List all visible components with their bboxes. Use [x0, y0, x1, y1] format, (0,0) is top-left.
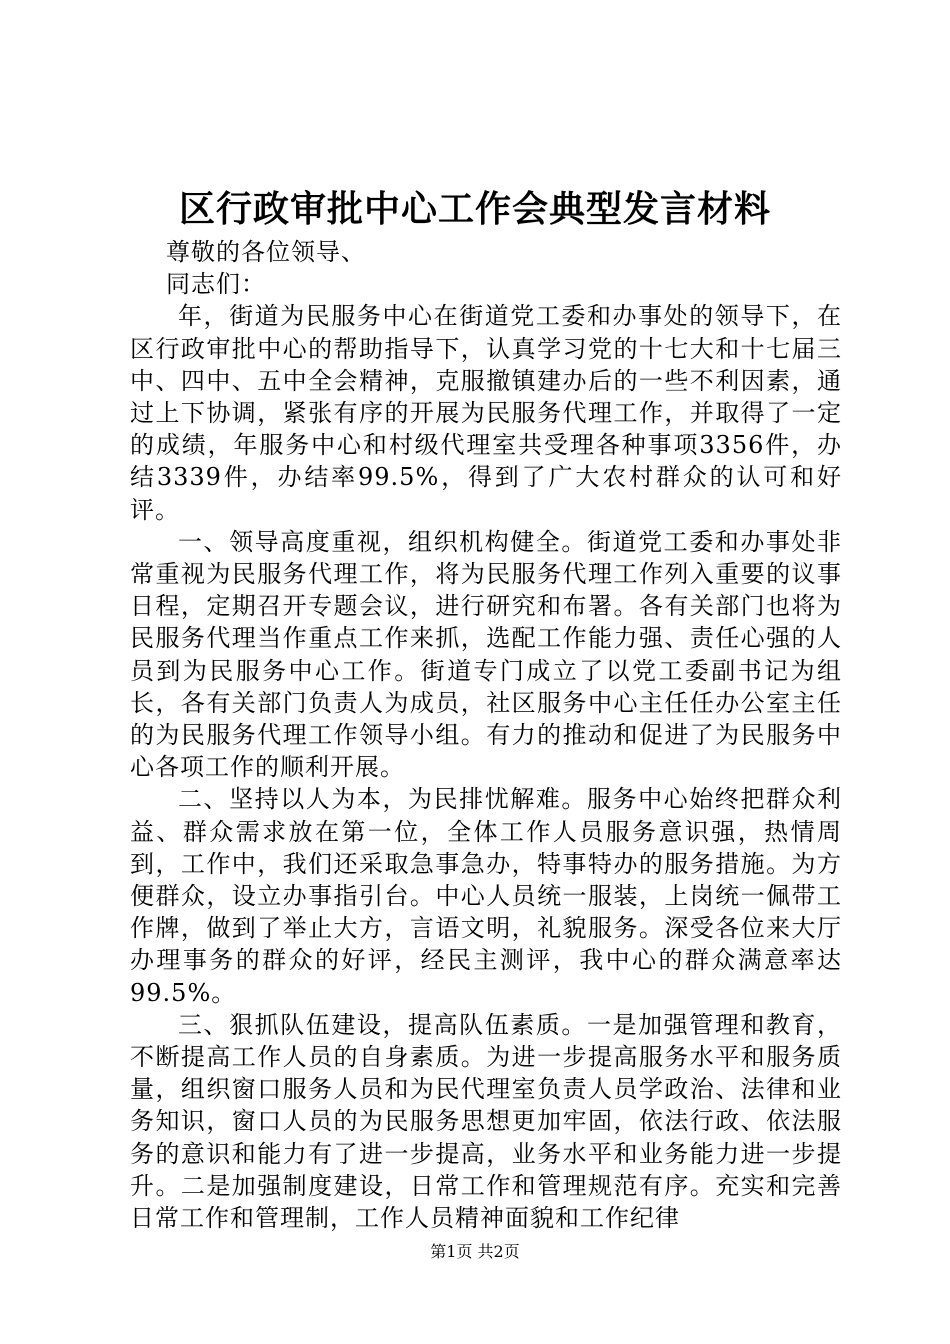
paragraph-intro: 年，街道为民服务中心在街道党工委和办事处的领导下，在区行政审批中心的帮助指导下，认真学习党的十七大和十七届三中、四中、五中全会精神，克服撤镇建办后的一些不利因素，通过上下协调，紧张有序的开展为民服务代理工作，并取得了一定的成绩，年服务中心和村级代理室共受理各种事项3356件，办结3339件，办结率99.5%，得到了广大农村群众的认可和好评。 [130, 302, 842, 524]
salutation-line-2: 同志们： [166, 270, 266, 299]
document-body [130, 236, 842, 1234]
salutation-line-1: 尊敬的各位领导、 [166, 238, 366, 266]
document-title: 区行政审批中心工作会典型发言材料 [178, 188, 771, 230]
paragraph-section-3: 三、狠抓队伍建设，提高队伍素质。一是加强管理和教育，不断提高工作人员的自身素质。为进一步提高服务水平和服务质量，组织窗口服务人员和为民代理室负责人员学政治、法律和业务知识，窗口人员的为民服务思想更加牢固，依法行政、依法服务的意识和能力有了进一步提高，业务水平和业务能力进一步提升。二是加强制度建设，日常工作和管理规范有序。充实和完善日常工作和管理制，工作人员精神面貌和工作纪律 [130, 1010, 842, 1233]
paragraph-section-2: 二、坚持以人为本，为民排忧解难。服务中心始终把群众利益、群众需求放在第一位，全体工作人员服务意识强，热情周到，工作中，我们还采取急事急办，特事特办的服务措施。为方便群众，设立办事指引台。中心人员统一服装，上岗统一佩带工作牌，做到了举止大方，言语文明，礼貌服务。深受各位来大厅办理事务的群众的好评，经民主测评，我中心的群众满意率达99.5%。 [130, 785, 842, 1007]
page-footer: 第1页 共2页 [430, 1242, 520, 1261]
paragraph-section-1: 一、领导高度重视，组织机构健全。街道党工委和办事处非常重视为民服务代理工作，将为民服务代理工作列入重要的议事日程，定期召开专题会议，进行研究和布署。各有关部门也将为民服务代理当作重点工作来抓，选配工作能力强、责任心强的人员到为民服务中心工作。街道专门成立了以党工委副书记为组长，各有关部门负责人为成员，社区服务中心主任任办公室主任的为民服务代理工作领导小组。有力的推动和促进了为民服务中心各项工作的顺利开展。 [130, 527, 842, 782]
